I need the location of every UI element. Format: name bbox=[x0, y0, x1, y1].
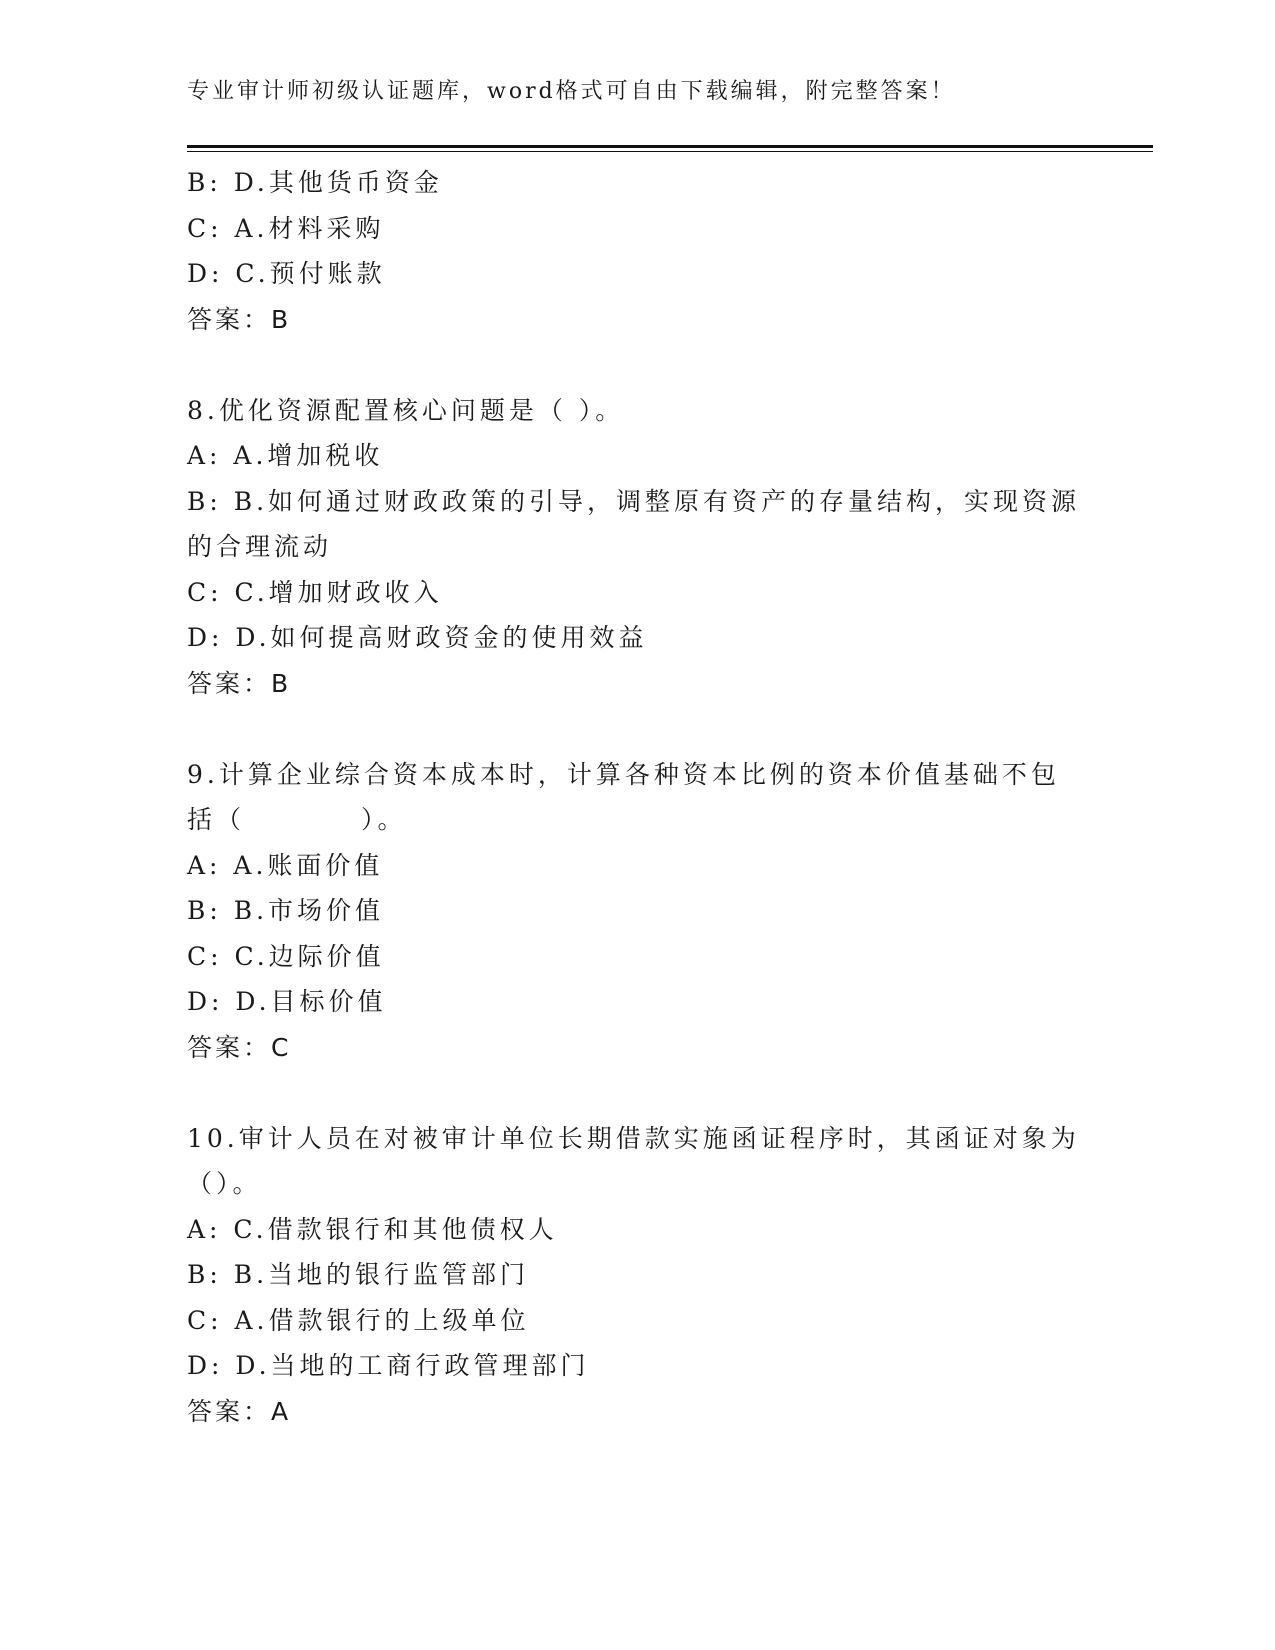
option-line: A: C.借款银行和其他债权人 bbox=[187, 1214, 558, 1244]
question-block-8 bbox=[187, 388, 1087, 707]
question-stem: 10.审计人员在对被审计单位长期借款实施函证程序时，其函证对象为 bbox=[187, 1123, 1080, 1153]
option-line: A: A.账面价值 bbox=[187, 850, 384, 880]
question-stem: 8.优化资源配置核心问题是（ ）。 bbox=[187, 395, 625, 425]
option-line: C: C.边际价值 bbox=[187, 941, 385, 971]
option-line-continuation: 的合理流动 bbox=[187, 532, 333, 561]
option-line: B: D.其他货币资金 bbox=[187, 168, 443, 197]
option-line: D: D.如何提高财政资金的使用效益 bbox=[187, 623, 648, 652]
block-spacer bbox=[187, 706, 1087, 752]
question-stem-continuation: 括（ ）。 bbox=[187, 805, 407, 834]
option-line: B: B.如何通过财政政策的引导，调整原有资产的存量结构，实现资源 bbox=[187, 486, 1081, 516]
answer-line: 答案：A bbox=[187, 1396, 292, 1426]
question-content bbox=[187, 160, 1087, 1434]
answer-line: 答案：C bbox=[187, 1032, 292, 1062]
option-line: B: B.市场价值 bbox=[187, 896, 385, 925]
question-stem: 9.计算企业综合资本成本时，计算各种资本比例的资本价值基础不包 bbox=[187, 759, 1060, 789]
question-block-9 bbox=[187, 752, 1087, 1071]
header-rule-thick bbox=[187, 145, 1153, 148]
option-line: D: D.当地的工商行政管理部门 bbox=[187, 1351, 590, 1380]
page-header: 专业审计师初级认证题库，word格式可自由下载编辑，附完整答案！ bbox=[187, 79, 956, 104]
option-line: C: A.借款银行的上级单位 bbox=[187, 1305, 530, 1335]
question-block-7 bbox=[187, 160, 1087, 342]
option-line: C: A.材料采购 bbox=[187, 213, 385, 243]
option-line: C: C.增加财政收入 bbox=[187, 577, 443, 607]
answer-line: 答案：B bbox=[187, 668, 292, 698]
question-block-10 bbox=[187, 1116, 1087, 1435]
answer-line: 答案：B bbox=[187, 304, 292, 334]
option-line: A: A.增加税收 bbox=[187, 441, 384, 470]
block-spacer bbox=[187, 1070, 1087, 1116]
option-line: B: B.当地的银行监管部门 bbox=[187, 1260, 530, 1289]
header-rule-thin bbox=[187, 151, 1153, 152]
block-spacer bbox=[187, 342, 1087, 388]
option-line: D: C.预付账款 bbox=[187, 259, 386, 288]
option-line: D: D.目标价值 bbox=[187, 987, 387, 1016]
question-stem-continuation: （）。 bbox=[187, 1169, 262, 1198]
